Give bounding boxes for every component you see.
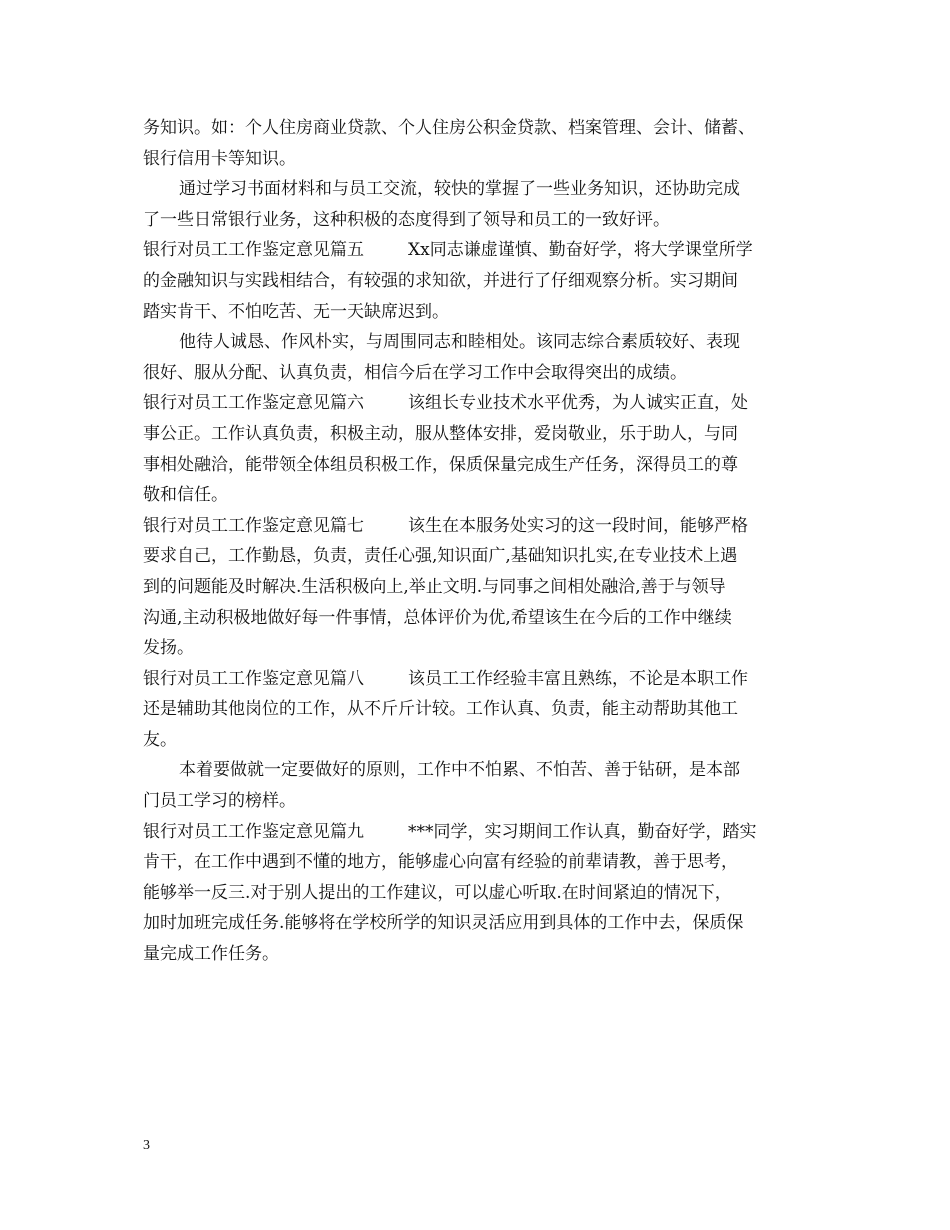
body-line: 友。 xyxy=(143,729,177,750)
document-body xyxy=(143,113,823,970)
body-line: 踏实肯干、不怕吃苦、无一天缺席迟到。 xyxy=(143,301,449,322)
section-text: Xx同志谦虚谨慎、勤奋好学，将大学课堂所学 xyxy=(408,240,753,261)
section-heading-5: 银行对员工工作鉴定意见篇五 xyxy=(143,240,364,261)
section-text: ***同学，实习期间工作认真，勤奋好学，踏实 xyxy=(408,821,757,842)
section-heading-8: 银行对员工工作鉴定意见篇八 xyxy=(143,668,364,689)
section-heading-7: 银行对员工工作鉴定意见篇七 xyxy=(143,515,364,536)
body-line: 敬和信任。 xyxy=(143,485,228,506)
section-heading-6: 银行对员工工作鉴定意见篇六 xyxy=(143,393,364,414)
section-text: 该组长专业技术水平优秀，为人诚实正直，处 xyxy=(408,393,748,414)
body-line: 务知识。如：个人住房商业贷款、个人住房公积金贷款、档案管理、会计、储蓄、 xyxy=(143,118,755,138)
paragraph-start-line: 通过学习书面材料和与员工交流，较快的掌握了一些业务知识，还协助完成 xyxy=(179,179,740,200)
page-number: 3 xyxy=(143,1138,150,1153)
body-line: 还是辅助其他岗位的工作，从不斤斤计较。工作认真、负责，能主动帮助其他工 xyxy=(143,699,738,720)
body-line: 银行信用卡等知识。 xyxy=(143,148,296,169)
section-heading-line xyxy=(143,235,823,266)
section-heading-line xyxy=(143,664,823,695)
body-line: 沟通,主动积极地做好每一件事情，总体评价为优,希望该生在今后的工作中继续 xyxy=(143,607,732,628)
section-heading-line xyxy=(143,388,823,419)
body-line: 很好、服从分配、认真负责，相信今后在学习工作中会取得突出的成绩。 xyxy=(143,362,687,383)
section-heading-line xyxy=(143,817,823,848)
body-line: 量完成工作任务。 xyxy=(143,944,279,965)
body-line: 能够举一反三.对于别人提出的工作建议，可以虚心听取.在时间紧迫的情况下， xyxy=(143,882,732,903)
body-line: 到的问题能及时解决.生活积极向上,举止文明.与同事之间相处融洽,善于与领导 xyxy=(143,576,726,597)
body-line: 肯干，在工作中遇到不懂的地方，能够虚心向富有经验的前辈请教，善于思考， xyxy=(143,852,738,873)
body-line: 的金融知识与实践相结合，有较强的求知欲，并进行了仔细观察分析。实习期间 xyxy=(143,270,738,291)
body-line: 加时加班完成任务.能够将在学校所学的知识灵活应用到具体的工作中去，保质保 xyxy=(143,913,744,934)
section-text: 该员工工作经验丰富且熟练，不论是本职工作 xyxy=(408,668,748,689)
paragraph-start-line: 本着要做就一定要做好的原则，工作中不怕累、不怕苦、善于钻研，是本部 xyxy=(179,760,740,781)
body-line: 了一些日常银行业务，这种积极的态度得到了领导和员工的一致好评。 xyxy=(143,209,670,230)
body-line: 事公正。工作认真负责，积极主动，服从整体安排，爱岗敬业，乐于助人，与同 xyxy=(143,423,738,444)
body-line: 发扬。 xyxy=(143,638,194,659)
section-heading-9: 银行对员工工作鉴定意见篇九 xyxy=(143,821,364,842)
body-line: 门员工学习的榜样。 xyxy=(143,791,296,812)
paragraph-start-line: 他待人诚恳、作风朴实，与周围同志和睦相处。该同志综合素质较好、表现 xyxy=(179,332,740,353)
section-heading-line xyxy=(143,511,823,542)
section-text: 该生在本服务处实习的这一段时间，能够严格 xyxy=(408,515,748,536)
body-line: 事相处融洽，能带领全体组员积极工作，保质保量完成生产任务，深得员工的尊 xyxy=(143,454,738,475)
body-line: 要求自己，工作勤恳，负责，责任心强,知识面广,基础知识扎实,在专业技术上遇 xyxy=(143,546,738,567)
